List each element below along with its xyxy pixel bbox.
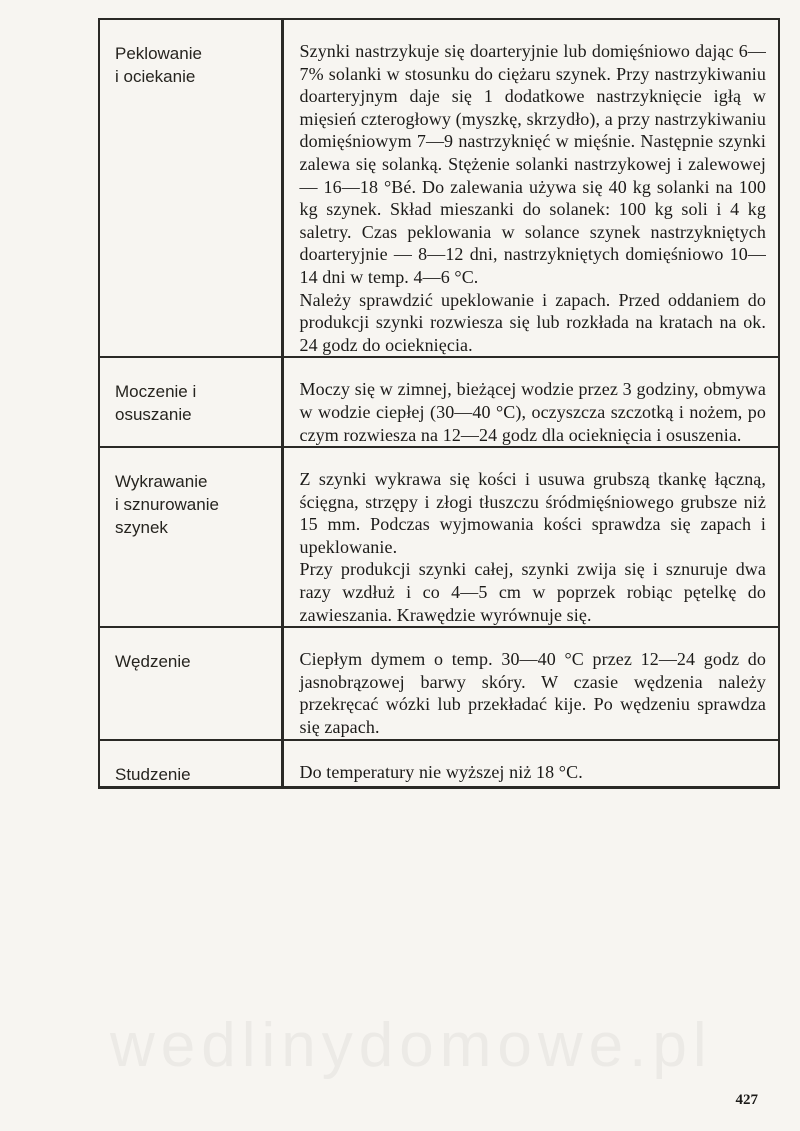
stage-name: Wędzenie [99,627,282,739]
stage-name: Wykrawanie i sznurowanie szynek [99,447,282,627]
description-paragraph: Do temperatury nie wyższej niż 18 °C. [299,761,583,782]
table-row [99,627,779,739]
description-paragraph: Z szynki wykrawa się kości i usuwa grubszą tkankę łączną, ścięgna, strzępy i złogi tłuszczu śródmięśniowego grubsze niż 15 mm. Podczas wyjmowania kości sprawdza się zapach i upeklowanie. [299,469,766,557]
watermark: wedlinydomowe.pl [110,1011,713,1080]
stage-name: Moczenie i osuszanie [99,357,282,447]
table-row [99,357,779,447]
stage-description [282,357,779,447]
description-paragraph: Przy produkcji szynki całej, szynki zwija się i sznuruje dwa razy wzdłuż i co 4—5 cm w poprzek robiąc pętelkę do zawieszania. Krawędzie wyrównuje się. [299,559,766,625]
description-paragraph: Szynki nastrzykuje się doarteryjnie lub domięśniowo dając 6—7% solanki w stosunku do ciężaru szynek. Przy nastrzykiwaniu doarteryjnym daje się 1 dodatkowe nastrzyknięcie igłą w mięsień czterogłowy (myszkę, skrzydło), a przy nastrzykiwaniu domięśniowym 7—9 nastrzyknięć w mięśnie. Następnie szynki zalewa się solanką. Stężenie solanki nastrzykowej i zalewowej — 16—18 °Bé. Do zalewania używa się 40 kg solanki na 100 kg szynek. Skład mieszanki do solanek: 100 kg soli i 4 kg saletry. Czas peklowania w solance szynek nastrzykniętych doarteryjnie — 8—12 dni, nastrzykniętych domięśniowo 10—14 dni w temp. 4—6 °C. [299,41,766,287]
stage-name: Studzenie [99,740,282,788]
stage-description [282,447,779,627]
page-number: 427 [735,1092,758,1108]
stage-description [282,627,779,739]
stage-description [282,740,779,788]
table-row [99,19,779,357]
description-paragraph: Moczy się w zimnej, bieżącej wodzie przez 3 godziny, obmywa w wodzie ciepłej (30—40 °C), oczyszcza szczotką i nożem, po czym rozwiesza na 12—24 godz dla ocieknięcia i osuszenia. [299,379,766,445]
table-row [99,447,779,627]
description-paragraph: Ciepłym dymem o temp. 30—40 °C przez 12—24 godz do jasnobrązowej barwy skóry. W czasie wędzenia należy przekręcać wózki lub przekładać kije. Po wędzeniu sprawdza się zapach. [299,649,766,738]
process-table [98,18,780,789]
stage-name: Peklowanie i ociekanie [99,19,282,357]
table-row [99,740,779,788]
stage-description [282,19,779,357]
description-paragraph: Należy sprawdzić upeklowanie i zapach. Przed oddaniem do produkcji szynki rozwiesza się lub rozkłada na kratach na ok. 24 godz do ocieknięcia. [299,289,766,355]
